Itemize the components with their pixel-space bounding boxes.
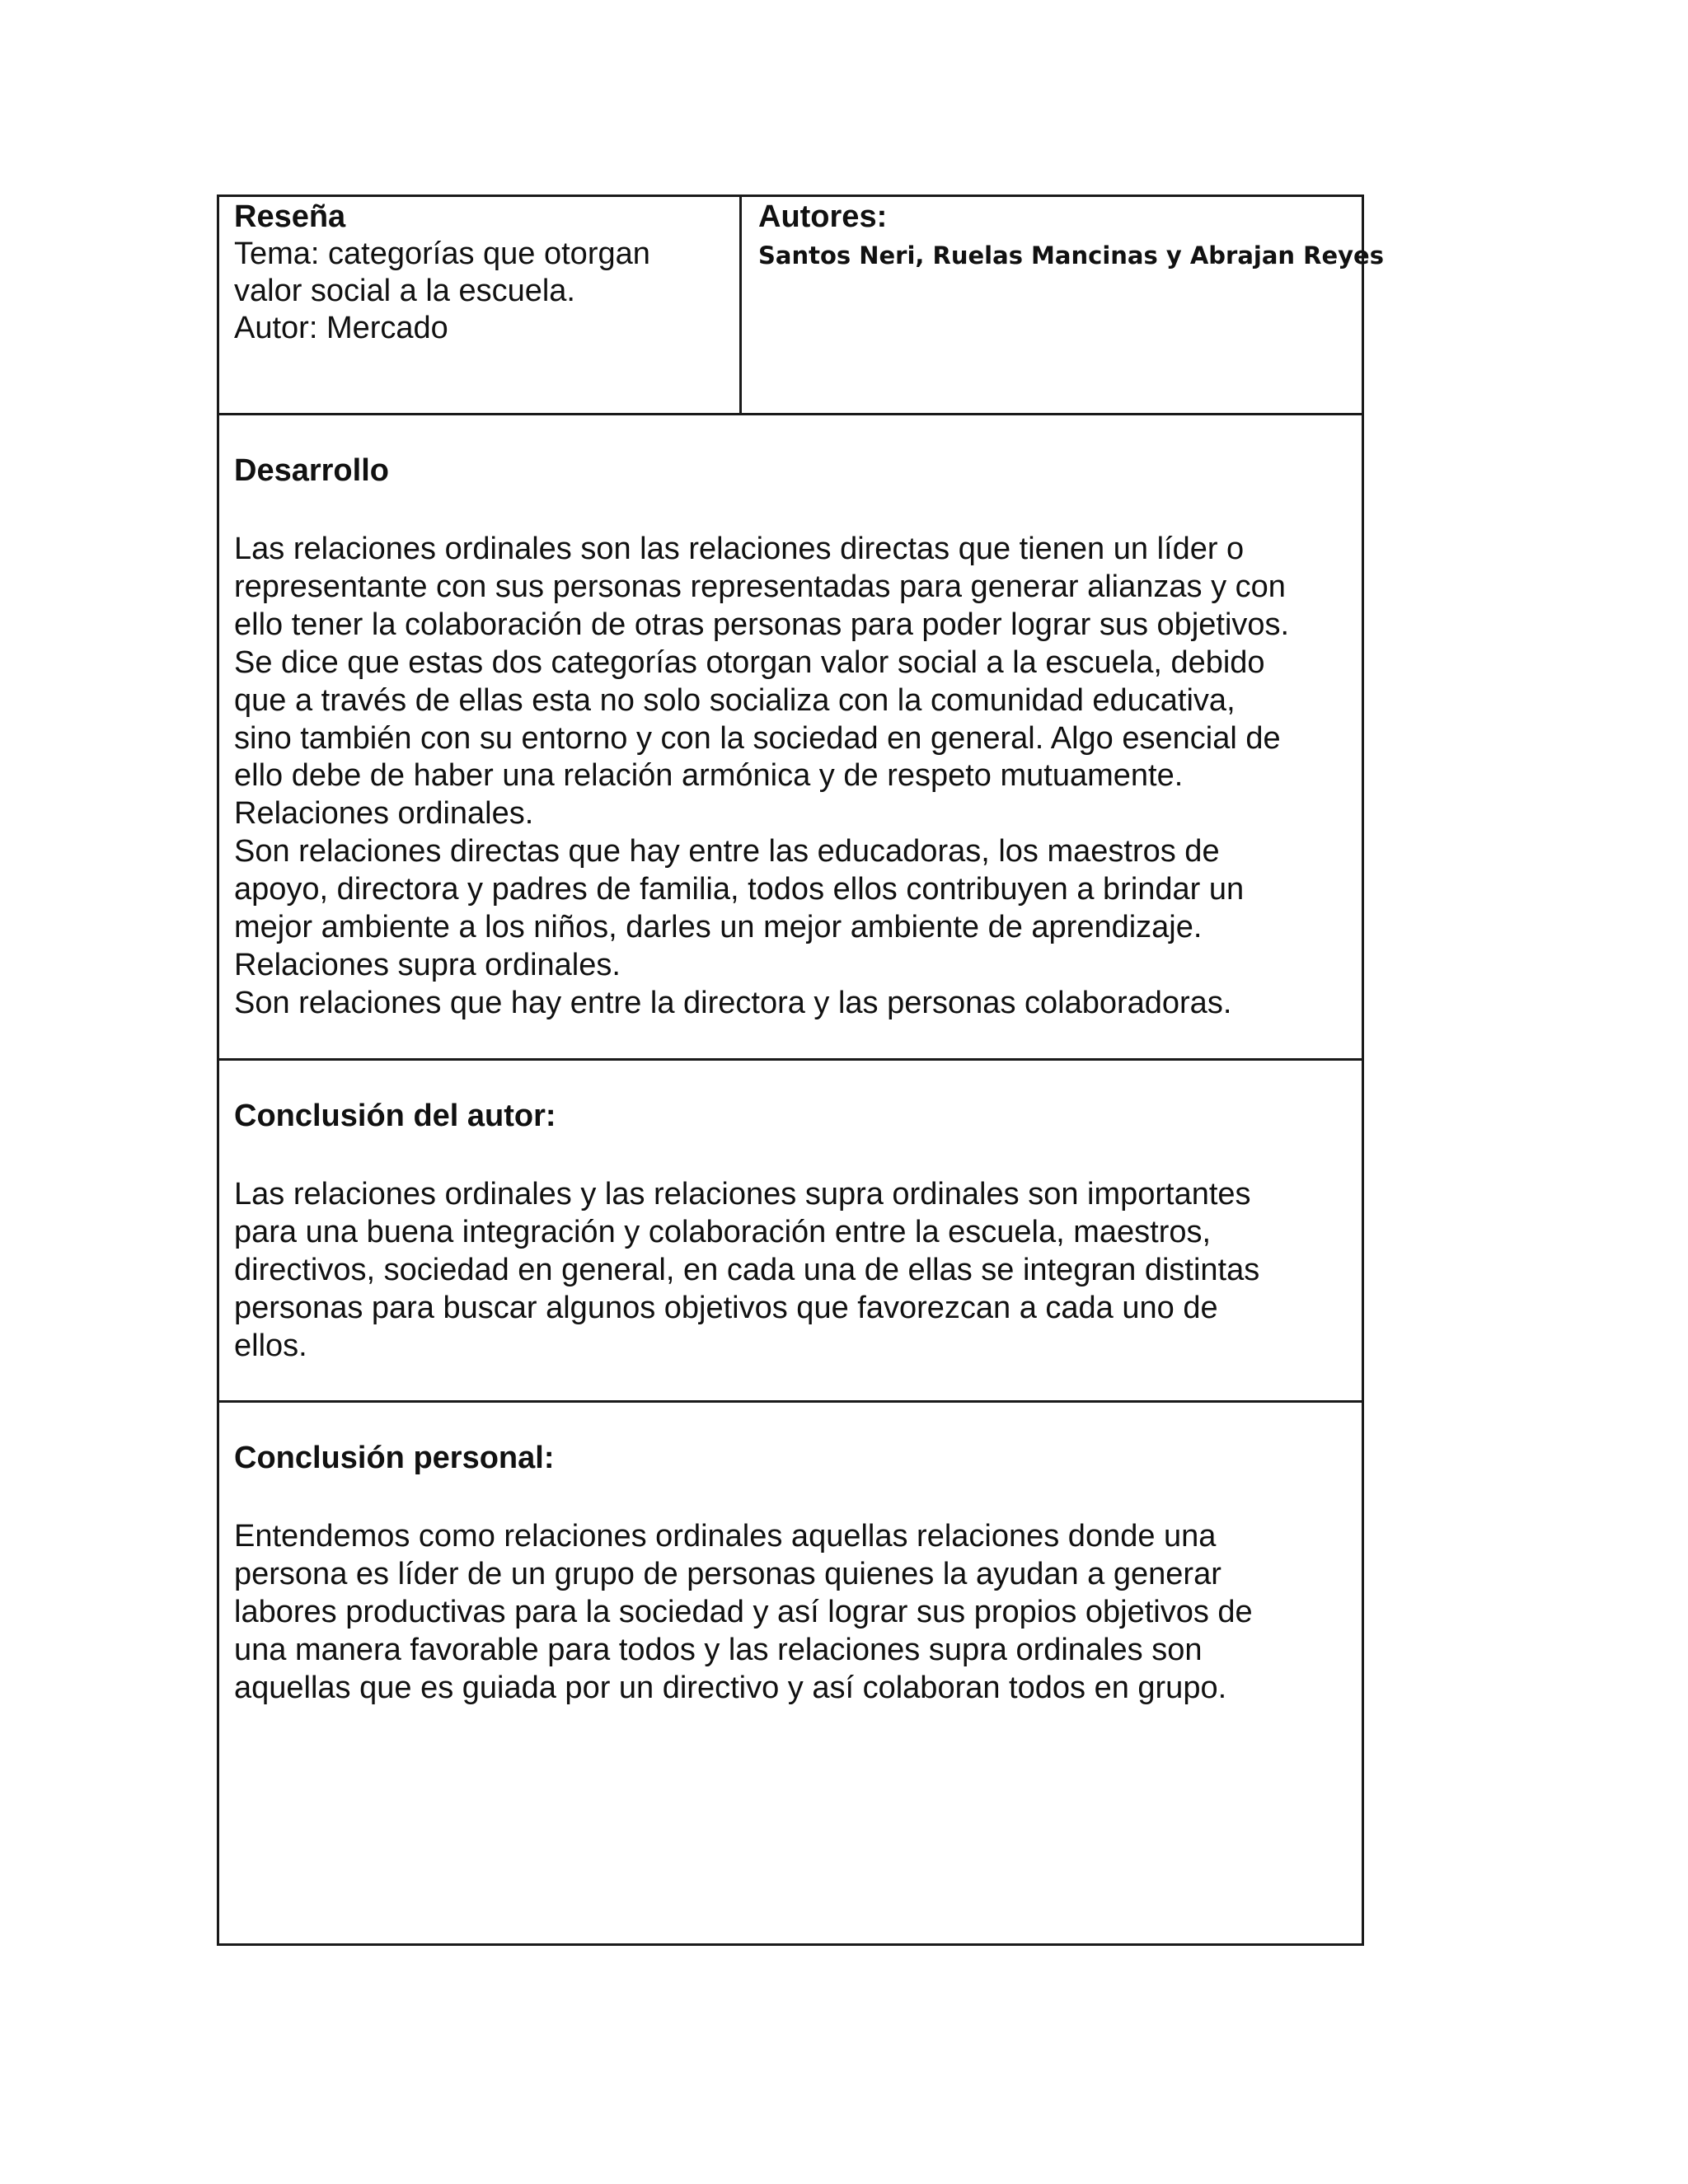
text-line: aquellas que es guiada por un directivo y así colaboran todos en grupo. xyxy=(234,1670,1227,1705)
conclusion-autor-title: Conclusión del autor: xyxy=(234,1099,556,1133)
text-line: Entendemos como relaciones ordinales aquellas relaciones donde una xyxy=(234,1519,1217,1554)
text-line: ello debe de haber una relación armónica y de respeto mutuamente. xyxy=(234,758,1184,794)
authors-names: Santos Neri, Ruelas Mancinas y Abrajan Reyes xyxy=(758,241,1384,269)
text-line: ello tener la colaboración de otras personas para poder lograr sus objetivos. xyxy=(234,607,1290,642)
topic-line-2: valor social a la escuela. xyxy=(234,274,575,308)
desarrollo-section xyxy=(219,415,1362,1061)
desarrollo-paragraph xyxy=(234,531,1347,1023)
review-title: Reseña xyxy=(234,199,346,234)
text-line: una manera favorable para todos y las relaciones supra ordinales son xyxy=(234,1632,1203,1667)
text-line: para una buena integración y colaboración entre la escuela, maestros, xyxy=(234,1214,1212,1249)
text-line: directivos, sociedad en general, en cada una de ellas se integran distintas xyxy=(234,1252,1260,1287)
text-line: apoyo, directora y padres de familia, todos ellos contribuyen a brindar un xyxy=(234,872,1245,907)
authors-cell xyxy=(742,197,1384,413)
text-line: Las relaciones ordinales son las relaciones directas que tienen un líder o xyxy=(234,532,1245,566)
text-line: sino también con su entorno y con la sociedad en general. Algo esencial de xyxy=(234,720,1281,756)
text-line: persona es líder de un grupo de personas quienes la ayudan a generar xyxy=(234,1556,1221,1591)
header-row xyxy=(219,197,1384,415)
text-line: Relaciones ordinales. xyxy=(234,796,534,832)
text-line: que a través de ellas esta no solo socializa con la comunidad educativa, xyxy=(234,682,1236,718)
text-line: Son relaciones que hay entre la directora y las personas colaboradoras. xyxy=(234,985,1232,1020)
text-line: Relaciones supra ordinales. xyxy=(234,947,621,982)
conclusion-autor-section xyxy=(219,1061,1362,1403)
authors-title: Autores: xyxy=(758,199,888,234)
text-line: Se dice que estas dos categorías otorgan valor social a la escuela, debido xyxy=(234,644,1265,680)
topic-line-1: Tema: categorías que otorgan xyxy=(234,237,650,271)
review-info-cell xyxy=(219,197,742,413)
text-line: Son relaciones directas que hay entre las educadoras, los maestros de xyxy=(234,834,1220,869)
conclusion-personal-title: Conclusión personal: xyxy=(234,1441,555,1475)
text-line: mejor ambiente a los niños, darles un mejor ambiente de aprendizaje. xyxy=(234,910,1203,945)
review-table xyxy=(217,194,1384,1946)
text-line: labores productivas para la sociedad y así lograr sus propios objetivos de xyxy=(234,1594,1253,1629)
conclusion-personal-section xyxy=(219,1403,1362,1943)
text-line: personas para buscar algunos objetivos que favorezcan a cada uno de xyxy=(234,1290,1218,1325)
desarrollo-title: Desarrollo xyxy=(234,453,389,488)
text-line: Las relaciones ordinales y las relaciones supra ordinales son importantes xyxy=(234,1177,1251,1212)
conclusion-personal-paragraph xyxy=(234,1518,1347,1708)
text-line: ellos. xyxy=(234,1328,307,1363)
author-line: Autor: Mercado xyxy=(234,311,448,345)
conclusion-autor-paragraph xyxy=(234,1176,1347,1366)
text-line: representante con sus personas representadas para generar alianzas y con xyxy=(234,569,1286,604)
